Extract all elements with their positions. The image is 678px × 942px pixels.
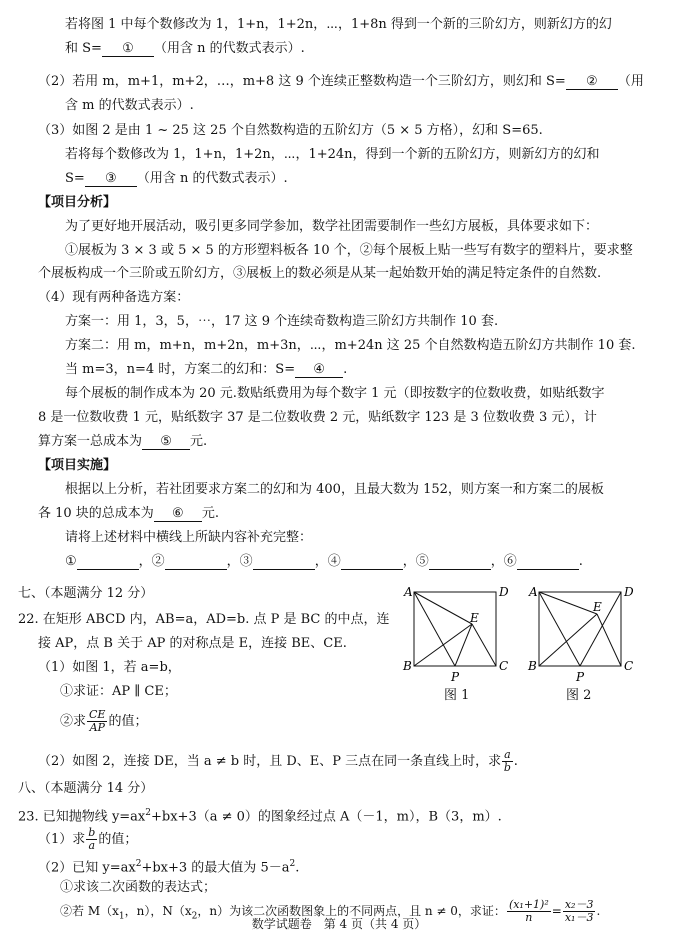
text: （用 (617, 74, 644, 89)
answer-blank-1[interactable] (77, 554, 139, 570)
label-a: A (529, 585, 538, 599)
analysis-heading: 【项目分析】 (38, 195, 117, 210)
equals: = (551, 904, 562, 918)
text: 当 m=3，n=4 时，方案二的幻和：S= (65, 362, 296, 377)
text: 的值； (98, 832, 138, 847)
numerator: b (88, 826, 96, 839)
answer-label: ，② (138, 554, 165, 569)
analysis-p2: ①展板为 3 × 3 或 5 × 5 的方形塑料板各 10 个，②每个展板上贴一些写有数字的塑料片，要求整 (65, 243, 633, 258)
numerator: x₂－3 (564, 898, 594, 911)
superscript: 2 (135, 859, 142, 869)
answer-label: ① (65, 554, 77, 569)
segment-ce (597, 614, 621, 666)
label-c: C (624, 659, 634, 673)
figure-1-caption: 图 1 (444, 688, 470, 703)
blank-3[interactable]: ③ (85, 171, 137, 187)
text: （1）求 (38, 832, 86, 847)
answer-label: ，④ (314, 554, 341, 569)
q22-line-2: 接 AP，点 B 关于 AP 的对称点是 E，连接 BE、CE. (38, 636, 347, 651)
q23-part-2a: ①求该二次函数的表达式； (60, 880, 217, 895)
segment-ap (539, 592, 580, 666)
segment-ce (472, 624, 496, 666)
blank-5[interactable]: ⑤ (142, 434, 190, 450)
label-p: P (451, 670, 460, 684)
intro-line-2 (65, 40, 305, 58)
text: （2）如图 2，连接 DE，当 a ≠ b 时，且 D、E、P 三点在同一条直线上时，求 (38, 754, 502, 769)
text: . (513, 754, 518, 769)
q4-line: （4）现有两种备选方案： (38, 290, 190, 305)
answer-blank-2[interactable] (165, 554, 227, 570)
plan-2-condition (65, 361, 347, 379)
label-d: D (499, 585, 509, 599)
text: 的值； (108, 714, 148, 729)
cost-line-2: 8 是一位数收费 1 元，贴纸数字 37 是二位数收费 2 元，贴纸数字 123 是 3 位数收费 3 元），计 (38, 410, 597, 425)
q3-line-1: （3）如图 2 是由 1 ~ 25 这 25 个自然数构造的五阶幻方（5 × 5 方格），幻和 S=65. (38, 123, 543, 138)
text: +bx+3（a ≠ 0）的图象经过点 A（－1，m），B（3，m）. (151, 809, 502, 825)
figure-1 (400, 584, 510, 684)
answer-blank-3[interactable] (253, 554, 315, 570)
blank-2[interactable]: ② (566, 74, 618, 90)
cost-line-1: 每个展板的制作成本为 20 元.数贴纸费用为每个数字 1 元（即按数字的位数收费，如贴纸数字 (65, 386, 605, 401)
text: 元. (190, 434, 208, 449)
text: 23. 已知抛物线 y=ax (18, 809, 146, 825)
text: . (295, 860, 300, 876)
answer-blank-6[interactable] (517, 554, 579, 570)
page-footer: 数学试题卷 第 4 页（共 4 页） (251, 917, 427, 931)
text: ，n），N（x (124, 904, 192, 918)
implement-p2 (38, 505, 219, 523)
answer-blank-5[interactable] (429, 554, 491, 570)
section-7-heading: 七、（本题满分 12 分） (18, 586, 154, 601)
numerator: CE (89, 708, 106, 721)
answer-line (65, 553, 583, 571)
answer-label: ，③ (226, 554, 253, 569)
text: 各 10 块的总成本为 (38, 506, 154, 521)
text: +bx+3 的最大值为 5－a (141, 860, 290, 876)
blank-1[interactable]: ① (102, 41, 154, 57)
plan-2: 方案二：用 m，m+n，m+2n，m+3n，⋯，m+24n 这 25 个自然数构造五阶幻方共制作 10 套. (65, 338, 636, 353)
implement-p3: 请将上述材料中横线上所缺内容补充完整： (65, 530, 313, 545)
text: （用含 n 的代数式表示）. (153, 41, 305, 56)
text: 和 S= (65, 41, 102, 56)
q22-part-2 (38, 746, 518, 778)
segment-ae (539, 592, 597, 614)
label-b: B (403, 659, 412, 673)
q22-line-1: 22. 在矩形 ABCD 内，AB=a，AD=b. 点 P 是 BC 的中点，连 (18, 612, 390, 627)
subscript: 2 (191, 911, 198, 922)
q3-line-3 (65, 170, 288, 188)
text: （2）已知 y=ax (38, 860, 136, 876)
text: . (343, 362, 348, 377)
denominator: b (503, 761, 511, 774)
text: ②若 M（x (60, 904, 119, 918)
implement-heading: 【项目实施】 (38, 458, 117, 473)
answer-label: ，⑥ (490, 554, 517, 569)
blank-6[interactable]: ⑥ (154, 506, 202, 522)
fraction-b-a (86, 827, 97, 852)
q22-part-1b (60, 706, 147, 738)
label-a: A (404, 585, 413, 599)
text: ，n）为该二次函数图象上的不同两点，且 n ≠ 0，求证： (197, 904, 506, 918)
q22-part-1: （1）如图 1，若 a=b， (38, 660, 181, 675)
section-8-heading: 八、（本题满分 14 分） (18, 781, 154, 796)
text: . (596, 904, 601, 918)
denominator: x₁－3 (564, 911, 594, 924)
numerator: a (504, 748, 511, 761)
text: （用含 n 的代数式表示）. (136, 171, 288, 186)
subscript: 1 (118, 911, 125, 922)
q23-part-2 (38, 855, 299, 877)
text: （2）若用 m，m+1，m+2，…，m+8 这 9 个连续正整数构造一个三阶幻方，则幻和 S= (38, 74, 566, 89)
label-e: E (470, 611, 479, 625)
label-e: E (593, 600, 602, 614)
denominator: AP (89, 721, 105, 734)
intro-line-1: 若将图 1 中每个数修改为 1，1+n，1+2n，⋯，1+8n 得到一个新的三阶幻方，则新幻方的幻 (65, 17, 612, 32)
answer-blank-4[interactable] (341, 554, 403, 570)
text: 算方案一总成本为 (38, 434, 143, 449)
q2-line-1 (38, 73, 644, 91)
answer-label: ，⑤ (402, 554, 429, 569)
denominator: a (88, 839, 96, 852)
text: 元. (201, 506, 219, 521)
segment-be (539, 614, 597, 666)
plan-1: 方案一：用 1，3，5，⋯，17 这 9 个连续奇数构造三阶幻方共制作 10 套. (65, 314, 499, 329)
fraction-ce-ap (87, 709, 107, 734)
text: ②求 (60, 714, 87, 729)
q22-part-1a: ①求证：AP ∥ CE； (60, 684, 177, 699)
numerator: (x₁+1)² (508, 898, 549, 911)
q23-part-1 (38, 824, 137, 856)
label-p: P (576, 670, 585, 684)
analysis-p3: 个展板构成一个三阶或五阶幻方，③展板上的数必须是从某一起始数开始的满足特定条件的自然数. (38, 266, 602, 281)
q23-stem (18, 804, 502, 826)
denominator: n (525, 911, 533, 924)
figure-2 (525, 584, 640, 684)
cost-line-3 (38, 433, 207, 451)
analysis-p1: 为了更好地开展活动，吸引更多同学参加，数学社团需要制作一些幻方展板，具体要求如下： (65, 219, 599, 234)
text: S= (65, 171, 85, 186)
fraction-a-b (502, 749, 513, 774)
superscript: 2 (289, 859, 296, 869)
label-c: C (499, 659, 509, 673)
implement-p1: 根据以上分析，若社团要求方案二的幻和为 400，且最大数为 152，则方案一和方案二的展板 (65, 482, 604, 497)
q2-line-2: 含 m 的代数式表示）. (65, 98, 194, 113)
blank-4[interactable]: ④ (295, 362, 343, 378)
label-d: D (624, 585, 634, 599)
q3-line-2: 若将每个数修改为 1，1+n，1+2n，⋯，1+24n，得到一个新的五阶幻方，则新幻方的幻和 (65, 147, 600, 162)
answer-label: . (578, 554, 583, 569)
figure-2-caption: 图 2 (566, 688, 592, 703)
label-b: B (528, 659, 537, 673)
superscript: 2 (145, 808, 151, 818)
